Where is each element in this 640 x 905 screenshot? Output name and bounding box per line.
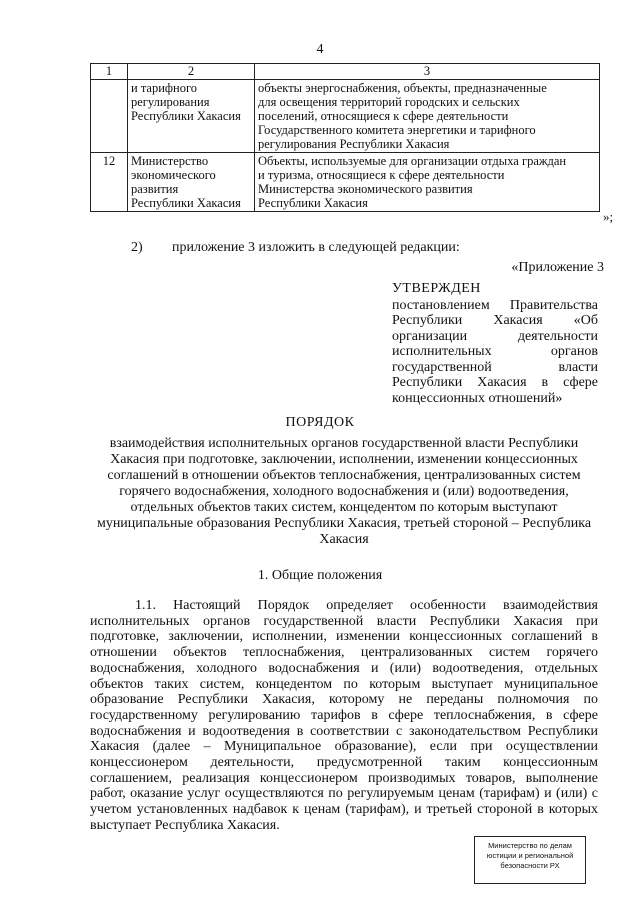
stamp-line: юстиции и региональной	[486, 851, 574, 860]
stamp-line: безопасности РХ	[500, 861, 560, 870]
continuation-table	[90, 63, 600, 212]
table-cell-line: объекты энергоснабжения, объекты, предназначенные	[258, 81, 547, 95]
table-header-cell: 1	[91, 64, 128, 80]
table-cell-line: для освещения территорий городских и сельских	[258, 95, 520, 109]
table-cell-line: и тарифного	[131, 81, 198, 95]
table-cell-line: экономического	[131, 168, 216, 182]
order-subtitle: взаимодействия исполнительных органов государственной власти Республики Хакасия при подготовке, заключении, исполнении, изменении концессионных соглашений в отношении объектов теплоснабжения, централизованных систем горячего водоснабжения, холодного водоснабжения и (или) водоотведения, отдельных объектов таких систем, концедентом по которым выступают муниципальные образования Республики Хакасия, третьей стороной – Республика Хакасия	[96, 436, 592, 547]
table-cell-authority	[128, 153, 255, 212]
section-heading: 1. Общие положения	[257, 568, 383, 583]
table-cell-line: поселений, относящиеся к сфере деятельности	[258, 109, 509, 123]
approval-text-last-line: концессионных отношений»	[392, 390, 563, 406]
table-cell-objects	[255, 153, 600, 212]
table-cell-line: Республики Хакасия	[258, 196, 368, 210]
table-cell-line: развития	[131, 182, 179, 196]
table-row	[91, 153, 600, 212]
table-cell-line: Объекты, используемые для организации отдыха граждан	[258, 154, 567, 168]
table-cell-number: 12	[91, 153, 128, 212]
table-cell-line: Республики Хакасия	[131, 109, 241, 123]
order-title: ПОРЯДОК	[285, 415, 355, 430]
table-header-row	[91, 64, 600, 80]
ministry-stamp	[474, 836, 586, 884]
approval-text	[392, 298, 598, 407]
table-closing-quote: »;	[603, 209, 614, 224]
stamp-line: Министерство по делам	[488, 841, 572, 850]
table-header-cell: 3	[255, 64, 600, 80]
table-cell-line: и туризма, относящиеся к сфере деятельности	[258, 168, 505, 182]
table-cell-line: Государственного комитета энергетики и тарифного	[258, 123, 536, 137]
table-row	[91, 80, 600, 153]
table-cell-line: Республики Хакасия	[131, 196, 241, 210]
amendment-item-number: 2)	[131, 240, 143, 255]
page-number: 4	[316, 42, 324, 57]
table-cell-line: регулирования	[131, 95, 210, 109]
table-cell-line: регулирования Республики Хакасия	[258, 137, 450, 151]
table-header-cell: 2	[128, 64, 255, 80]
approval-block	[392, 281, 598, 406]
table-cell-number	[91, 80, 128, 153]
appendix-reference: «Приложение 3	[511, 260, 604, 275]
paragraph-1-1: 1.1. Настоящий Порядок определяет особенности взаимодействия исполнительных органов государственной власти Республики Хакасия при подготовке, заключении, исполнении, изменении концессионных соглашений в отношении объектов теплоснабжения, централизованных систем горячего водоснабжения, холодного водоснабжения и (или) водоотведения, отдельных объектов таких систем, концедентом по которым выступает муниципальное образование Республики Хакасия, которому не переданы полномочия по государственному регулированию тарифов в сфере теплоснабжения, в сфере водоснабжения и водоотведения в соответствии с законодательством Республики Хакасия (далее – Муниципальное образование), если при осуществлении концессионером деятельности, предусмотренной таким концессионным соглашением, реализация концессионером производимых товаров, выполнение работ, оказание услуг осуществляются по регулируемым ценам (тарифам) и (или) с учетом установленных надбавок к ценам (тарифам), и третьей стороной в которых выступает Республика Хакасия.	[90, 598, 598, 833]
table-cell-line: Министерства экономического развития	[258, 182, 473, 196]
approval-text-body: постановлением Правительства Республики Хакасия «Об организации деятельности исполнительных органов государственной власти Республики Хакасия в сфере	[392, 297, 598, 390]
table-cell-objects	[255, 80, 600, 153]
amendment-item-text: приложение 3 изложить в следующей редакции:	[172, 240, 460, 255]
table-cell-authority	[128, 80, 255, 153]
table-cell-line: Министерство	[131, 154, 209, 168]
approval-title: УТВЕРЖДЕН	[392, 281, 481, 296]
